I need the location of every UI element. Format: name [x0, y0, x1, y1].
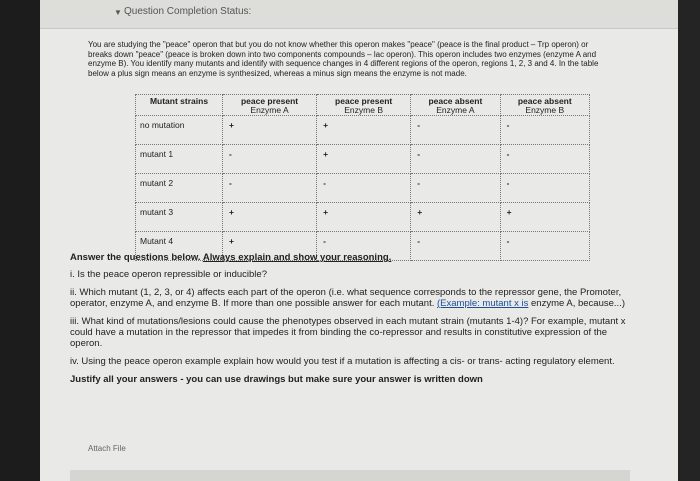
chevron-down-icon[interactable]: ▼: [114, 8, 122, 17]
right-background: [678, 0, 700, 481]
column-header: peace present Enzyme B: [317, 95, 411, 116]
example-link[interactable]: (Example: mutant x is: [437, 298, 529, 309]
column-header: Mutant strains: [136, 95, 223, 116]
sign-cell: +: [223, 203, 317, 232]
sign-cell: -: [317, 232, 411, 261]
column-header: peace present Enzyme A: [223, 95, 317, 116]
sign-cell: +: [317, 203, 411, 232]
table-row: [136, 145, 590, 174]
sign-cell: -: [500, 145, 589, 174]
sign-cell: -: [500, 116, 589, 145]
question-4: iv. Using the peace operon example explain how would you test if a mutation is affecting a cis- or trans- acting regulatory element.: [70, 356, 615, 367]
question-2: ii. Which mutant (1, 2, 3, or 4) affects each part of the operon (i.e. what sequence corresponds to the repressor gene, the Promoter, operator, enzyme A, and enzyme B. If more than one possible answer for each mutant. (Example: mutant x is enzyme A, because...): [70, 287, 625, 309]
sign-cell: -: [223, 174, 317, 203]
table-row: [136, 116, 590, 145]
column-header: peace absent Enzyme A: [411, 95, 500, 116]
completion-status-bar[interactable]: [40, 0, 678, 29]
table-header-row: [136, 95, 590, 116]
attach-file-label[interactable]: Attach File: [88, 444, 126, 453]
strain-cell: mutant 1: [136, 145, 223, 174]
strain-cell: Mutant 4: [136, 232, 223, 261]
sign-cell: -: [317, 174, 411, 203]
mutant-table: [135, 94, 590, 261]
completion-status-title: Question Completion Status:: [124, 6, 252, 17]
sign-cell: -: [500, 232, 589, 261]
sign-cell: -: [223, 145, 317, 174]
sign-cell: -: [411, 174, 500, 203]
sign-cell: +: [317, 116, 411, 145]
question-3: iii. What kind of mutations/lesions could cause the phenotypes observed in each mutant strain (mutants 1-4)? For example, mutant x could have a mutation in the repressor that impedes it from binding the co-repressor and results in constitutive expression of the operon.: [70, 316, 626, 349]
justify-instruction: Justify all your answers - you can use drawings but make sure your answer is written down: [70, 374, 483, 385]
column-header: peace absent Enzyme B: [500, 95, 589, 116]
sign-cell: +: [317, 145, 411, 174]
strain-cell: mutant 3: [136, 203, 223, 232]
question-1: i. Is the peace operon repressible or inducible?: [70, 269, 267, 280]
sign-cell: -: [500, 174, 589, 203]
sign-cell: -: [411, 232, 500, 261]
strain-cell: mutant 2: [136, 174, 223, 203]
left-background: [0, 0, 40, 481]
question-intro: You are studying the "peace" operon that but you do not know whether this operon makes "peace" (peace is the final product – Trp operon) or breaks down "peace" (peace is broken down into two components compounds – lac operon). This operon includes two enzymes (enzyme A and enzyme B). You identify many mutants and identify with sequence changes in 4 different regions of the operon, regions 1, 2, 3 and 4. In the table below a plus sign means an enzyme is synthesized, whereas a minus sign means the enzyme is not made.: [88, 40, 599, 78]
questions-heading: Answer the questions below. Always explain and show your reasoning.: [70, 252, 392, 263]
sign-cell: +: [411, 203, 500, 232]
table-row: [136, 203, 590, 232]
sign-cell: +: [223, 232, 317, 261]
attach-file-bar: [70, 470, 630, 481]
strain-cell: no mutation: [136, 116, 223, 145]
sign-cell: -: [411, 116, 500, 145]
question-list: [70, 252, 630, 385]
table-row: [136, 174, 590, 203]
sign-cell: -: [411, 145, 500, 174]
sign-cell: +: [223, 116, 317, 145]
sign-cell: +: [500, 203, 589, 232]
